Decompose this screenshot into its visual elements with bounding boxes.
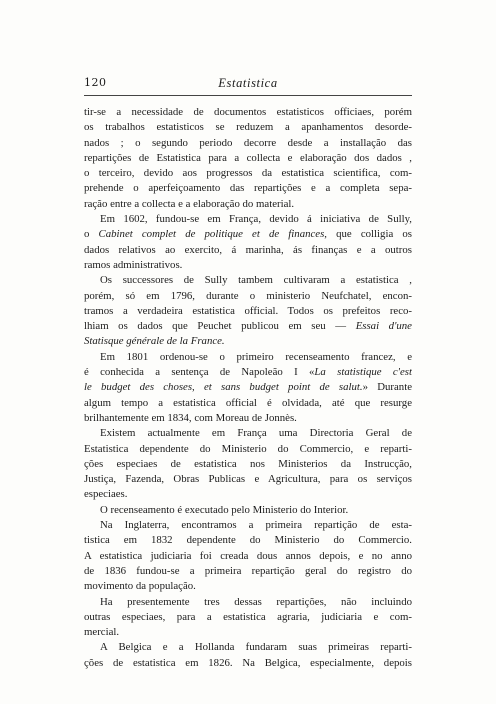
text-segment: de 1836 fundou-se a primeira repartição geral do registro do (84, 564, 412, 577)
text-segment: ções especiaes de estatistica nos Ministerios da Instrucção, (84, 457, 412, 470)
text-line (84, 610, 412, 625)
header-rule (84, 95, 412, 96)
italic-text: Essai d'une (355, 320, 412, 333)
text-line (84, 625, 412, 640)
text-segment: ramos administrativos. (84, 258, 183, 271)
text-line (84, 136, 412, 151)
text-line (84, 243, 412, 258)
page-number: 120 (84, 76, 107, 89)
text-line (84, 258, 412, 273)
text-segment: tir-se a necessidade de documentos estatisticos officiaes, porém (84, 106, 412, 118)
text-line (84, 503, 412, 518)
text-segment: A Belgica e a Hollanda fundaram suas primeiras reparti- (100, 641, 412, 654)
text-segment: Justiça, Fazenda, Obras Publicas e Agricultura, para os serviços (84, 473, 412, 486)
text-segment: ções de estatistica em 1826. Na Belgica, especialmente, depois (84, 656, 412, 669)
text-line (84, 273, 412, 288)
text-line (84, 181, 412, 196)
text-line (84, 396, 412, 411)
text-line (84, 472, 412, 487)
text-line (84, 640, 412, 655)
text-segment: especiaes. (84, 488, 128, 501)
text-segment: dados relativos ao exercito, á marinha, ás finanças e a outros (84, 243, 412, 256)
text-segment: é conhecida a sentença de Napoleão I « (84, 366, 315, 379)
text-line (84, 151, 412, 166)
text-line (84, 457, 412, 472)
text-line (84, 533, 412, 548)
text-line (84, 518, 412, 533)
text-line (84, 289, 412, 304)
text-line (84, 166, 412, 181)
text-segment: movimento da população. (84, 580, 196, 593)
text-line (84, 197, 412, 212)
text-line (84, 549, 412, 564)
text-segment: o (84, 228, 99, 241)
text-line (84, 579, 412, 594)
text-line (84, 487, 412, 502)
text-segment: repartições de Estatistica para a collecta e elaboração dos dados , (84, 151, 412, 164)
text-line (84, 212, 412, 227)
text-line (84, 656, 412, 671)
text-line (84, 442, 412, 457)
text-line (84, 350, 412, 365)
italic-text: le budget des choses, et sans budget point de salut. (84, 381, 363, 394)
text-segment: Existem actualmente em França uma Directoria Geral de (100, 427, 412, 440)
text-line (84, 595, 412, 610)
text-segment: ração entre a collecta e a elaboração do material. (84, 197, 295, 210)
text-line (84, 304, 412, 319)
text-line (84, 105, 412, 120)
text-segment: , que colligia os (324, 228, 412, 241)
text-line (84, 319, 412, 334)
text-segment: tistica em 1832 dependente do Ministerio do Commercio. (84, 534, 412, 547)
running-head (84, 76, 412, 92)
text-line (84, 227, 412, 242)
text-line (84, 564, 412, 579)
text-line (84, 334, 412, 349)
text-line (84, 380, 412, 395)
text-segment: porém, só em 1796, durante o ministerio Neufchatel, encon- (84, 289, 412, 302)
text-segment: Ha presentemente tres dessas repartições, não incluindo (100, 595, 412, 608)
text-segment: Na Inglaterra, encontramos a primeira repartição de esta- (100, 519, 412, 532)
text-segment: Em 1602, fundou-se em França, devido á iniciativa de Sully, (100, 213, 412, 226)
text-segment: nados ; o segundo periodo decorre desde a installação das (84, 136, 412, 149)
text-segment: tramos a verdadeira estatistica official. Todos os prefeitos reco- (84, 304, 412, 317)
text-line (84, 426, 412, 441)
text-segment: algum tempo a estatistica official é olvidada, até que resurge (84, 396, 412, 409)
text-line (84, 411, 412, 426)
text-segment: A estatistica judiciaria foi creada dous annos depois, e no anno (84, 549, 412, 562)
text-segment: » Durante (362, 381, 412, 394)
text-segment: brilhantemente em 1834, com Moreau de Jonnès. (84, 411, 297, 424)
italic-text: La statistique c'est (314, 366, 412, 379)
text-segment: Em 1801 ordenou-se o primeiro recenseamento francez, e (100, 350, 412, 363)
text-segment: lhiam os dados que Peuchet publicou em seu — (84, 320, 356, 333)
text-segment: O recenseamento é executado pelo Ministerio do Interior. (100, 503, 349, 516)
text-segment: Os successores de Sully tambem cultivaram a estatistica , (100, 274, 412, 287)
body-text (84, 105, 412, 671)
text-segment: o terceiro, devido aos progressos da estatistica scientifica, com- (84, 167, 412, 180)
text-segment: Estatistica dependente do Ministerio do Commercio, e reparti- (84, 442, 412, 455)
text-segment: prehende o aperfeiçoamento das repartições e a completa sepa- (84, 182, 412, 195)
italic-text: Cabinet complet de politique et de finances (98, 228, 325, 241)
text-line (84, 365, 412, 380)
text-segment: outras especiaes, para a estatistica agraria, judiciaria e com- (84, 610, 412, 623)
text-segment: mercial. (84, 626, 120, 639)
running-title: Estatistica (218, 76, 278, 90)
text-segment: os trabalhos estatisticos se reduzem a apanhamentos desorde- (84, 121, 412, 134)
text-line (84, 120, 412, 135)
italic-text: Statisque générale de la France. (84, 335, 225, 348)
